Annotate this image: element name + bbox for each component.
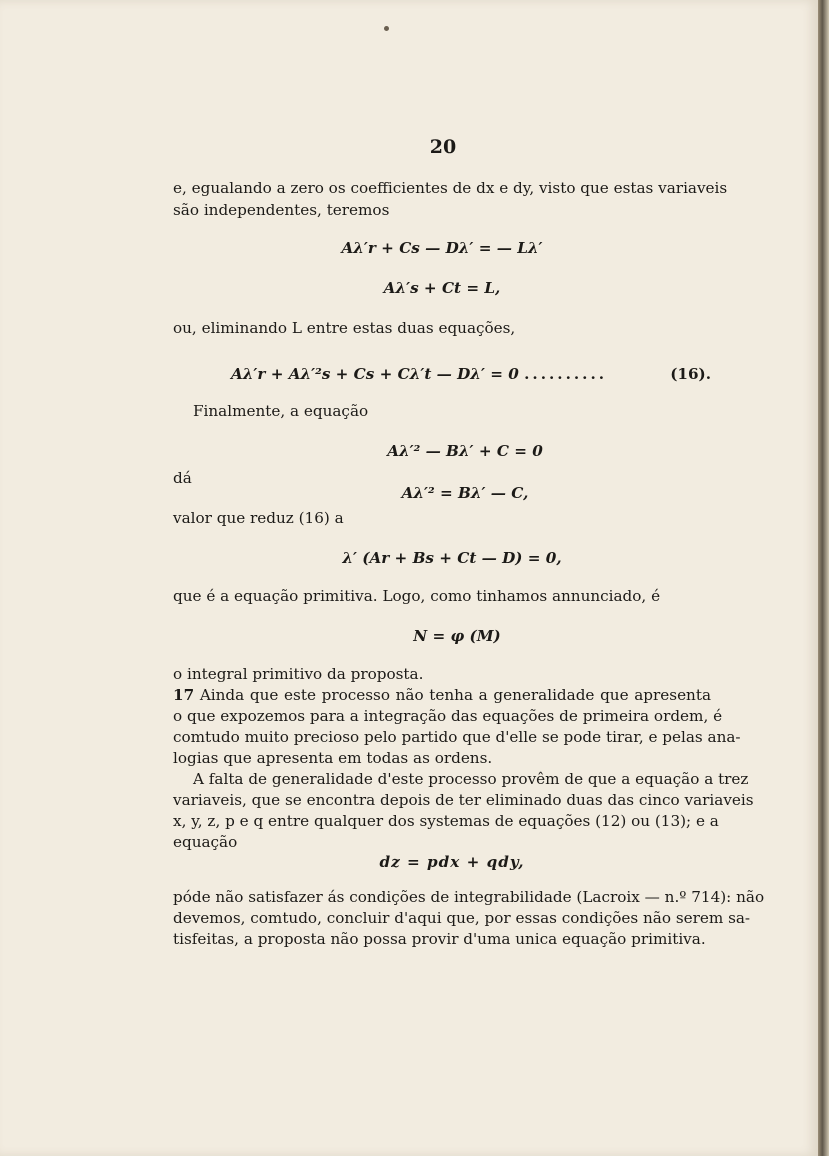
equation: Aλ′s + Ct = L, bbox=[383, 279, 501, 297]
book-spine-edge bbox=[818, 0, 829, 1156]
equation: Aλ′² = Bλ′ — C, bbox=[401, 484, 529, 502]
text-line: x, y, z, p e q entre qualquer dos systemas de equações (12) ou (13); e a bbox=[173, 812, 719, 830]
equation-16 bbox=[173, 364, 711, 384]
text-line: são independentes, teremos bbox=[173, 201, 390, 219]
equation: dz = pdx + qdy, bbox=[379, 853, 525, 871]
paragraph-first-line bbox=[173, 685, 711, 705]
text-line: logias que apresenta em todas as ordens. bbox=[173, 749, 493, 767]
text-line: devemos, comtudo, concluir d'aqui que, por essas condições não serem sa- bbox=[173, 909, 751, 927]
page-number: 20 bbox=[429, 136, 457, 158]
text-line: que é a equação primitiva. Logo, como tinhamos annunciado, é bbox=[173, 587, 661, 605]
equation: N = φ (M) bbox=[413, 627, 501, 645]
equation-16-body: Aλ′r + Aλ′²s + Cs + Cλ′t — Dλ′ = 0 bbox=[231, 365, 519, 383]
text-line: o integral primitivo da proposta. bbox=[173, 665, 424, 683]
text-line: ou, eliminando L entre estas duas equações, bbox=[173, 319, 516, 337]
equation-number: (16). bbox=[670, 365, 711, 383]
text-line: tisfeitas, a proposta não possa provir d'uma unica equação primitiva. bbox=[173, 930, 706, 948]
text-line: Finalmente, a equação bbox=[193, 402, 369, 420]
text-line: equação bbox=[173, 833, 238, 851]
text-line: e, egualando a zero os coefficientes de dx e dy, visto que estas variaveis bbox=[173, 179, 728, 197]
equation: λ′ (Ar + Bs + Ct — D) = 0, bbox=[342, 549, 562, 567]
text-line: póde não satisfazer ás condições de integrabilidade (Lacroix — n.º 714): não bbox=[173, 888, 765, 906]
text-line: A falta de generalidade d'este processo provêm de que a equação a trez bbox=[193, 770, 749, 788]
equation: Aλ′² — Bλ′ + C = 0 bbox=[387, 442, 543, 460]
text-line: dá bbox=[173, 469, 192, 487]
leader-dots: .......... bbox=[524, 365, 608, 383]
text-line: o que expozemos para a integração das equações de primeira ordem, é bbox=[173, 707, 723, 725]
text-line: comtudo muito precioso pelo partido que d'elle se pode tirar, e pelas ana- bbox=[173, 728, 741, 746]
paragraph-number: 17 bbox=[173, 686, 195, 704]
ornament-dot bbox=[384, 26, 389, 31]
text-line: variaveis, que se encontra depois de ter eliminado duas das cinco variaveis bbox=[173, 791, 754, 809]
equation: Aλ′r + Cs — Dλ′ = — Lλ′ bbox=[341, 239, 543, 257]
text-line: Ainda que este processo não tenha a generalidade que apresenta bbox=[199, 686, 712, 704]
text-line: valor que reduz (16) a bbox=[173, 509, 344, 527]
